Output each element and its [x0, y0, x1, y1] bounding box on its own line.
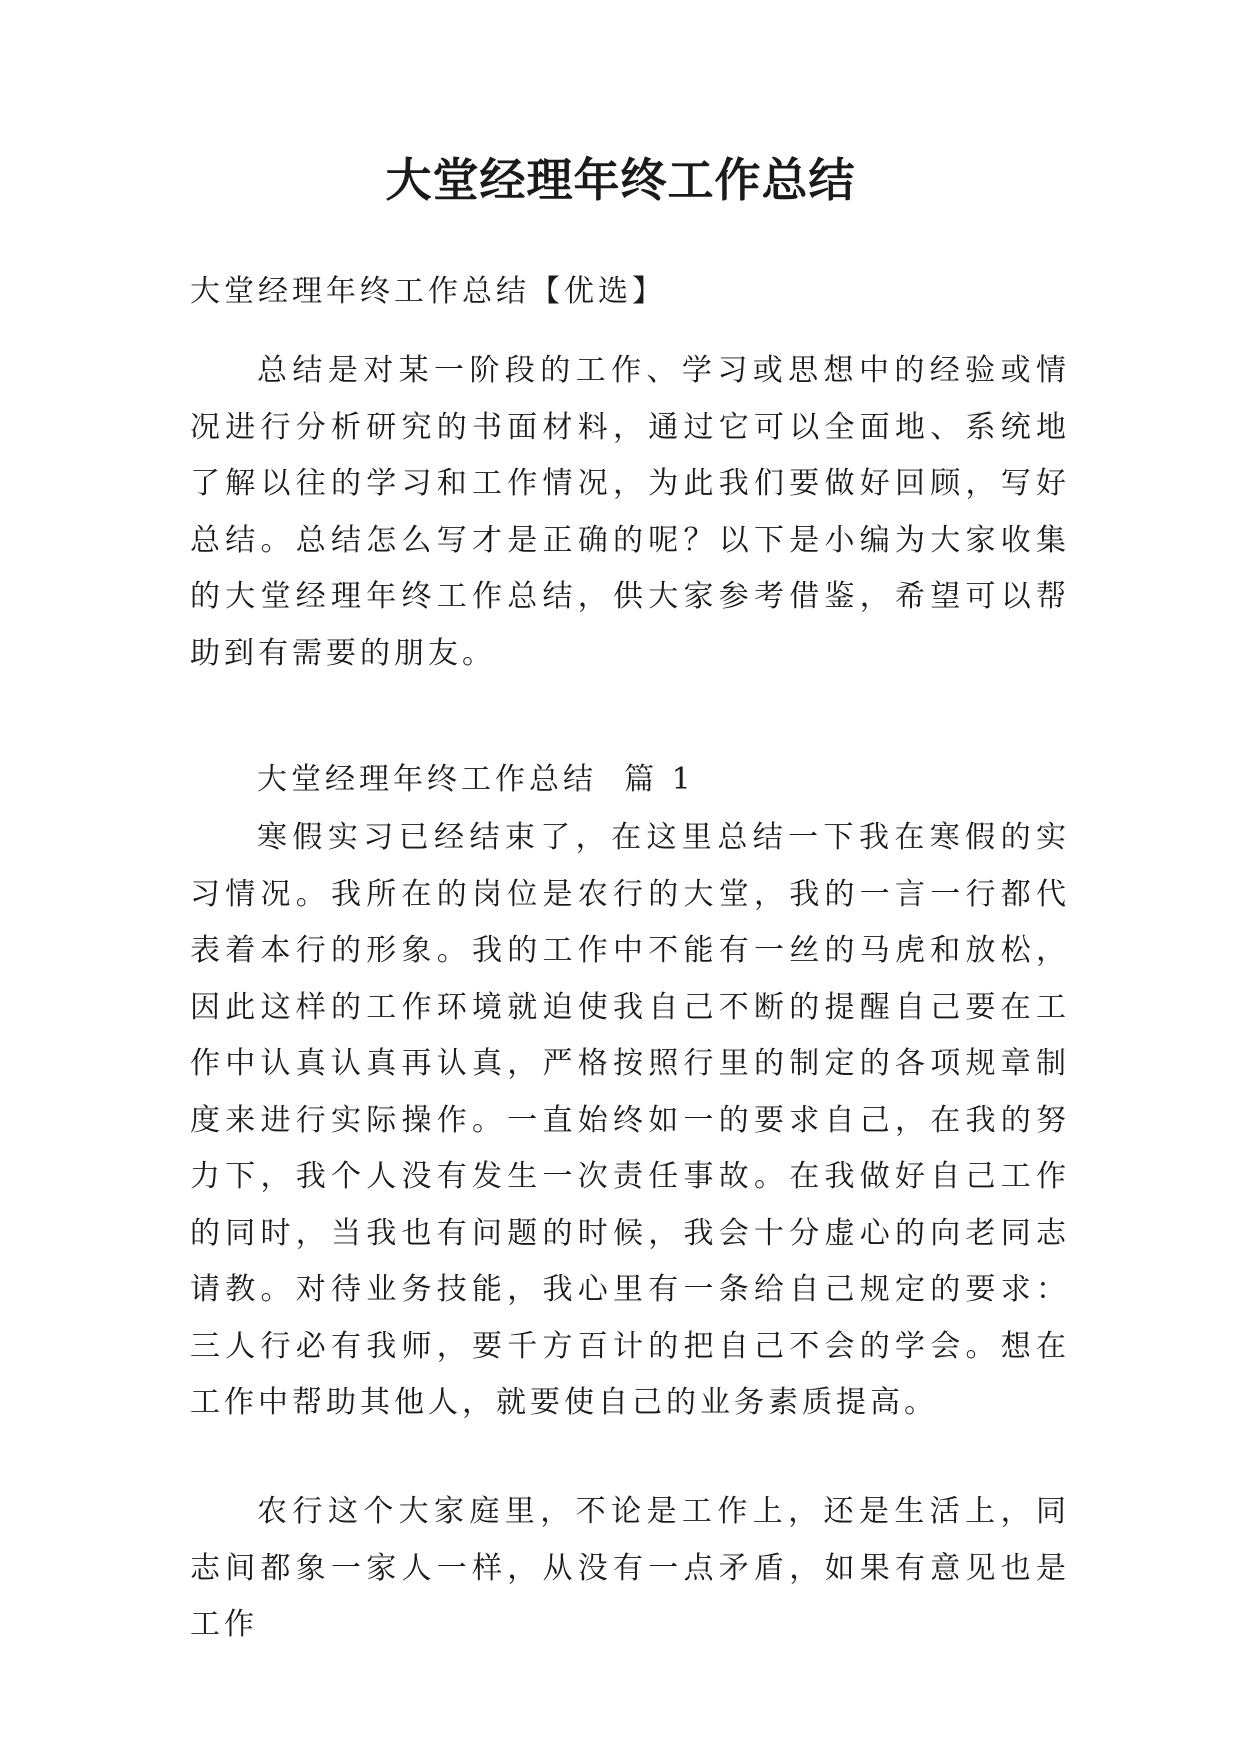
document-title: 大堂经理年终工作总结 [385, 153, 856, 207]
body-paragraph-1: 寒假实习已经结束了，在这里总结一下我在寒假的实习情况。我所在的岗位是农行的大堂，我的一言一行都代表着本行的形象。我的工作中不能有一丝的马虎和放松，因此这样的工作环境就迫使我自己不断的提醒自己要在工作中认真认真再认真，严格按照行里的制定的各项规章制度来进行实际操作。一直始终如一的要求自己，在我的努力下，我个人没有发生一次责任事故。在我做好自己工作的同时，当我也有问题的时候，我会十分虚心的向老同志请教。对待业务技能，我心里有一条给自己规定的要求：三人行必有我师，要千方百计的把自己不会的学会。想在工作中帮助其他人，就要使自己的业务素质提高。 [190, 820, 1070, 1420]
body-paragraph-2: 农行这个大家庭里，不论是工作上，还是生活上，同志间都象一家人一样，从没有一点矛盾，如果有意见也是工作 [190, 1494, 1070, 1642]
intro-paragraph: 总结是对某一阶段的工作、学习或思想中的经验或情况进行分析研究的书面材料，通过它可以全面地、系统地了解以往的学习和工作情况，为此我们要做好回顾，写好总结。总结怎么写才是正确的呢？以下是小编为大家收集的大堂经理年终工作总结，供大家参考借鉴，希望可以帮助到有需要的朋友。 [190, 353, 1070, 671]
document-subtitle: 大堂经理年终工作总结【优选】 [190, 274, 666, 309]
section-heading: 大堂经理年终工作总结 篇 1 [257, 762, 695, 797]
